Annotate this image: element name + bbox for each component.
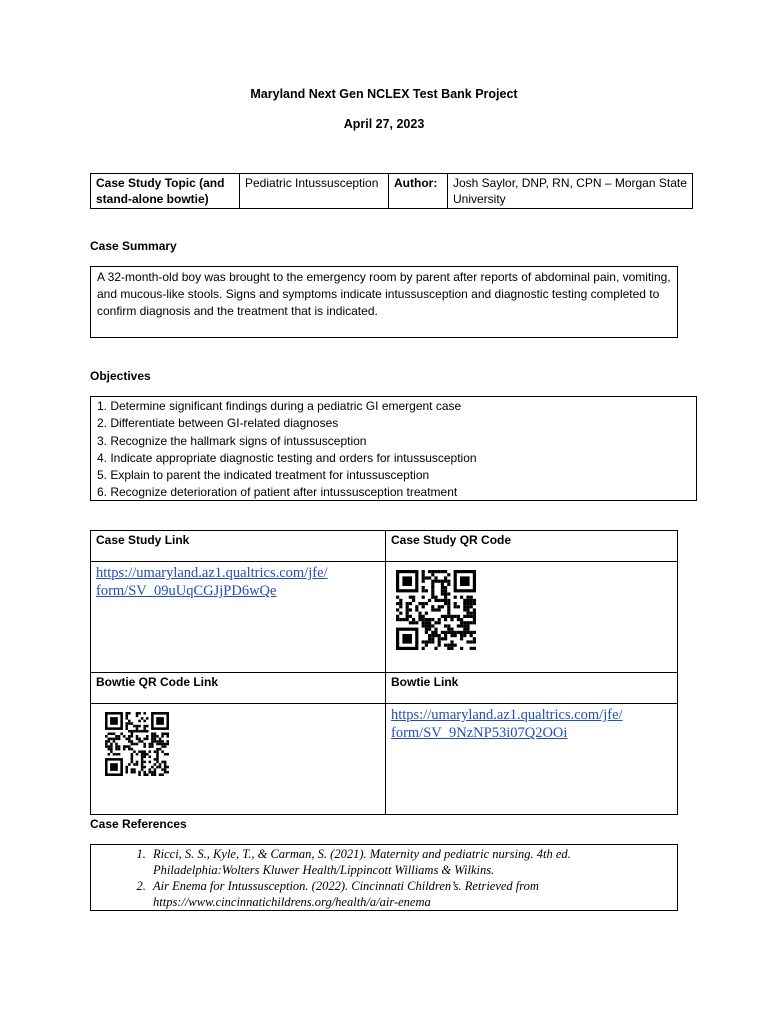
objective-item: 3. Recognize the hallmark signs of intussusception bbox=[97, 433, 367, 448]
author-label: Author: bbox=[389, 174, 448, 209]
objective-item: 2. Differentiate between GI-related diagnoses bbox=[97, 416, 339, 431]
case-summary-text: A 32-month-old boy was brought to the emergency room by parent after reports of abdominal pain, vomiting, and mucous-like stools. Signs and symptoms indicate intussusception and diagnostic testing completed to confirm diagnosis and the treatment that is indicated. bbox=[97, 270, 671, 318]
case-qr-cell bbox=[386, 562, 678, 673]
references-box bbox=[90, 844, 678, 911]
case-study-link[interactable]: https://umaryland.az1.qualtrics.com/jfe/ form/SV_09uUqCGJjPD6wQe bbox=[96, 565, 328, 599]
objectives-heading: Objectives bbox=[90, 369, 151, 383]
qr-code-icon[interactable] bbox=[396, 570, 476, 650]
case-summary-box bbox=[90, 266, 678, 338]
bowtie-link-cell bbox=[386, 704, 678, 815]
reference-item: 1. Ricci, S. S., Kyle, T., & Carman, S. (2021). Maternity and pediatric nursing. 4th ed. Philadelphia:Wolters Kluwer Health/Lippincott Williams & Wilkins. bbox=[149, 846, 671, 878]
topic-label: Case Study Topic (and stand-alone bowtie) bbox=[91, 174, 240, 209]
info-table bbox=[90, 173, 693, 209]
objective-item: 6. Recognize deterioration of patient after intussusception treatment bbox=[97, 485, 458, 500]
case-summary-heading: Case Summary bbox=[90, 239, 177, 253]
topic-value: Pediatric Intussusception bbox=[240, 174, 389, 209]
case-qr-header: Case Study QR Code bbox=[386, 531, 678, 562]
document-date: April 27, 2023 bbox=[343, 117, 425, 131]
bowtie-qr-header: Bowtie QR Code Link bbox=[91, 673, 386, 704]
links-table bbox=[90, 530, 678, 815]
references-heading: Case References bbox=[90, 817, 187, 831]
bowtie-qr-cell bbox=[91, 704, 386, 815]
reference-item: 2. Air Enema for Intussusception. (2022). Cincinnati Children’s. Retrieved from https://www.cincinnatichildrens.org/health/a/air-enema bbox=[149, 878, 671, 910]
document-title: Maryland Next Gen NCLEX Test Bank Project bbox=[250, 87, 518, 101]
case-link-header: Case Study Link bbox=[91, 531, 386, 562]
qr-code-icon[interactable] bbox=[105, 712, 169, 776]
objective-item: 5. Explain to parent the indicated treatment for intussusception bbox=[97, 468, 430, 483]
bowtie-link-header: Bowtie Link bbox=[386, 673, 678, 704]
objectives-box bbox=[90, 396, 697, 501]
bowtie-link[interactable]: https://umaryland.az1.qualtrics.com/jfe/ form/SV_9NzNP53i07Q2OOi bbox=[391, 707, 623, 741]
case-link-cell bbox=[91, 562, 386, 673]
objective-item: 4. Indicate appropriate diagnostic testing and orders for intussusception bbox=[97, 450, 477, 465]
author-value: Josh Saylor, DNP, RN, CPN – Morgan State University bbox=[448, 174, 693, 209]
objective-item: 1. Determine significant findings during a pediatric GI emergent case bbox=[97, 399, 462, 413]
